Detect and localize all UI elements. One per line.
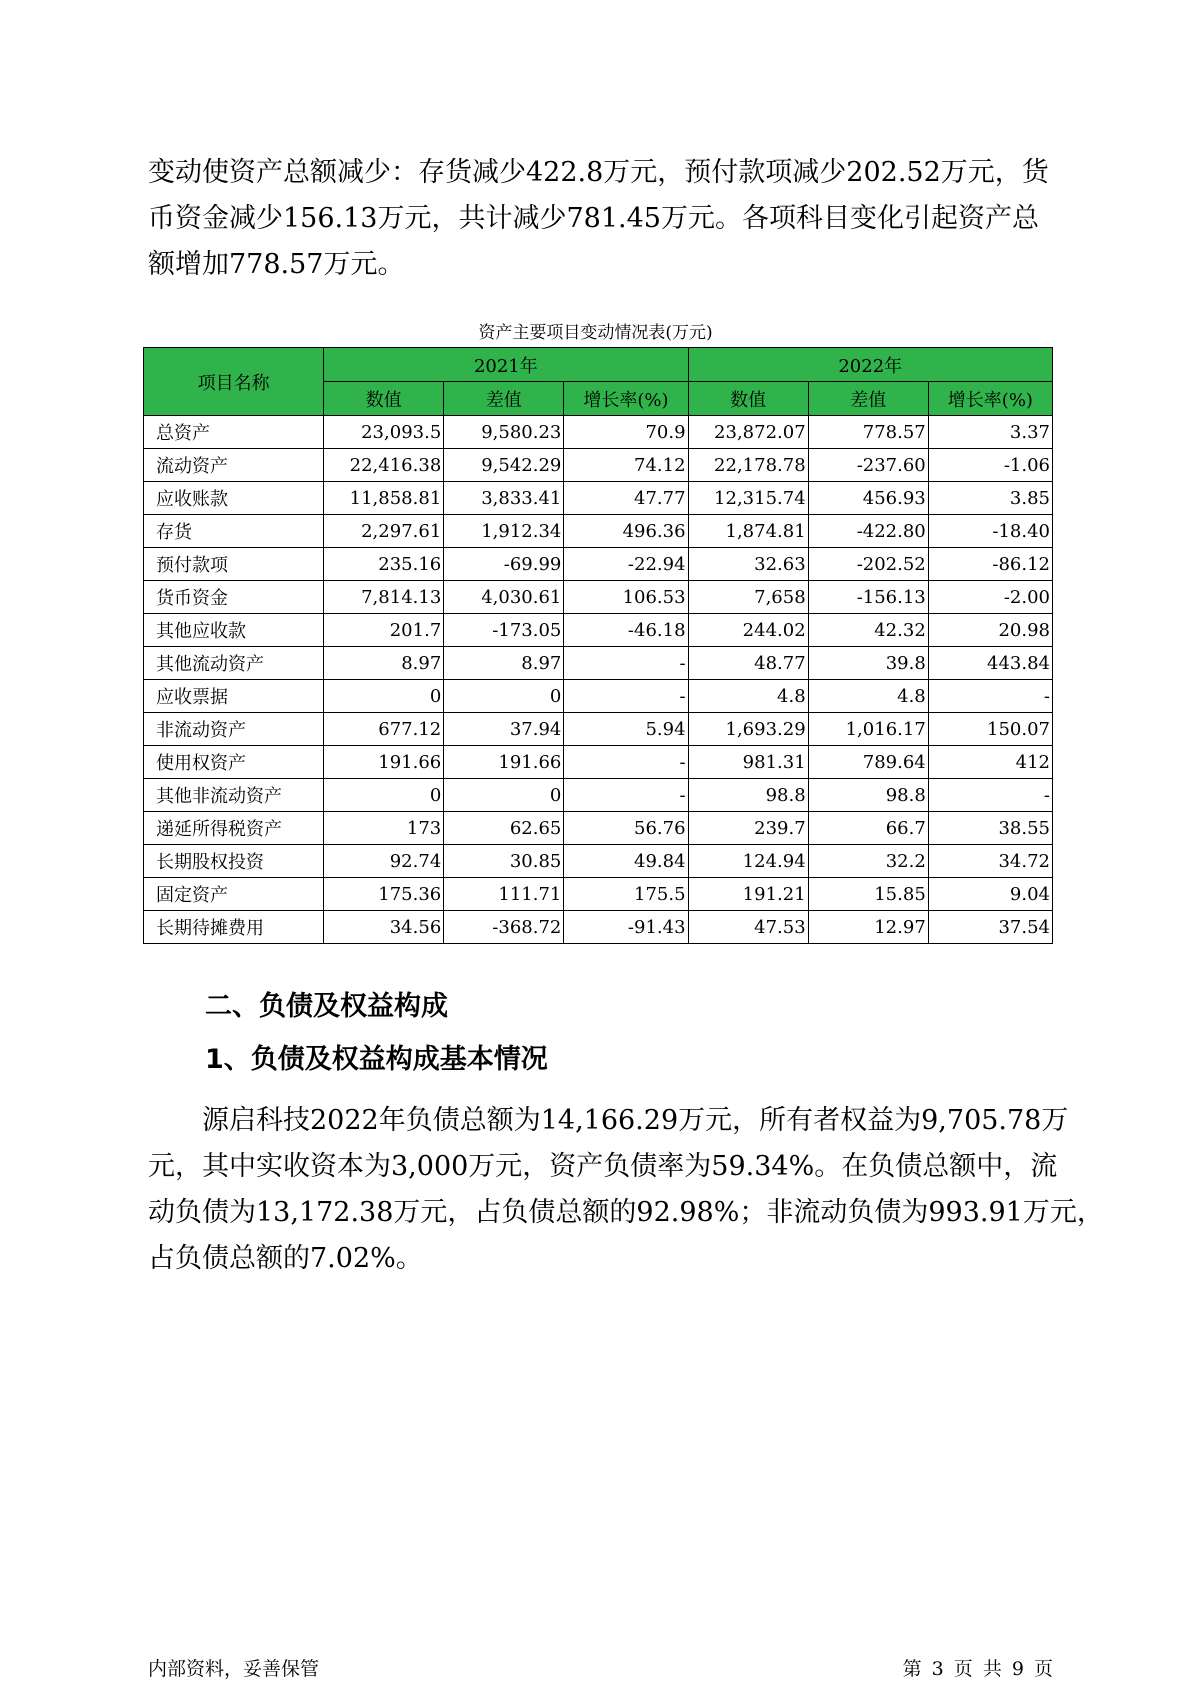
row-label: 存货 [144, 515, 324, 548]
cell-value: - [928, 680, 1052, 713]
intro-line: 额增加778.57万元。 [148, 249, 405, 280]
cell-value: -22.94 [564, 548, 688, 581]
cell-value: -368.72 [444, 911, 564, 944]
cell-value: 3.85 [928, 482, 1052, 515]
cell-value: 34.72 [928, 845, 1052, 878]
cell-value: 1,693.29 [688, 713, 808, 746]
header-diff-2022: 差值 [808, 382, 928, 416]
cell-value: 8.97 [444, 647, 564, 680]
asset-changes-table [143, 347, 1053, 944]
row-label: 长期股权投资 [144, 845, 324, 878]
cell-value: - [564, 779, 688, 812]
cell-value: 124.94 [688, 845, 808, 878]
cell-value: 1,874.81 [688, 515, 808, 548]
row-label: 递延所得税资产 [144, 812, 324, 845]
subsection-heading: 1、负债及权益构成基本情况 [205, 1044, 548, 1075]
header-item-name: 项目名称 [144, 348, 324, 416]
table-row [144, 680, 1053, 713]
cell-value: 12.97 [808, 911, 928, 944]
cell-value: - [928, 779, 1052, 812]
table-row [144, 614, 1053, 647]
cell-value: 0 [444, 680, 564, 713]
cell-value: 66.7 [808, 812, 928, 845]
cell-value: 4.8 [808, 680, 928, 713]
cell-value: 191.21 [688, 878, 808, 911]
cell-value: 1,912.34 [444, 515, 564, 548]
cell-value: 9.04 [928, 878, 1052, 911]
cell-value: -18.40 [928, 515, 1052, 548]
cell-value: 42.32 [808, 614, 928, 647]
cell-value: -156.13 [808, 581, 928, 614]
cell-value: -422.80 [808, 515, 928, 548]
cell-value: 32.2 [808, 845, 928, 878]
cell-value: 239.7 [688, 812, 808, 845]
body-line: 元，其中实收资本为3,000万元，资产负债率为59.34%。在负债总额中，流 [148, 1151, 1058, 1182]
cell-value: 4.8 [688, 680, 808, 713]
cell-value: -173.05 [444, 614, 564, 647]
cell-value: -237.60 [808, 449, 928, 482]
cell-value: 38.55 [928, 812, 1052, 845]
cell-value: 789.64 [808, 746, 928, 779]
cell-value: 32.63 [688, 548, 808, 581]
intro-line: 币资金减少156.13万元，共计减少781.45万元。各项科目变化引起资产总 [148, 203, 1039, 234]
cell-value: 9,580.23 [444, 416, 564, 449]
table-row [144, 878, 1053, 911]
cell-value: 175.5 [564, 878, 688, 911]
cell-value: 23,872.07 [688, 416, 808, 449]
cell-value: -46.18 [564, 614, 688, 647]
row-label: 预付款项 [144, 548, 324, 581]
cell-value: 244.02 [688, 614, 808, 647]
cell-value: 4,030.61 [444, 581, 564, 614]
row-label: 其他非流动资产 [144, 779, 324, 812]
cell-value: 191.66 [444, 746, 564, 779]
cell-value: 412 [928, 746, 1052, 779]
cell-value: 37.54 [928, 911, 1052, 944]
intro-paragraph [148, 150, 1048, 288]
row-label: 固定资产 [144, 878, 324, 911]
cell-value: 22,416.38 [324, 449, 444, 482]
cell-value: 3,833.41 [444, 482, 564, 515]
cell-value: 111.71 [444, 878, 564, 911]
footer-page-number: 第 3 页 共 9 页 [902, 1658, 1053, 1680]
cell-value: 47.53 [688, 911, 808, 944]
footer-confidential-note: 内部资料，妥善保管 [148, 1658, 320, 1680]
cell-value: 150.07 [928, 713, 1052, 746]
cell-value: 0 [324, 680, 444, 713]
cell-value: 34.56 [324, 911, 444, 944]
cell-value: 7,814.13 [324, 581, 444, 614]
cell-value: 11,858.81 [324, 482, 444, 515]
cell-value: - [564, 680, 688, 713]
table-row [144, 812, 1053, 845]
cell-value: 981.31 [688, 746, 808, 779]
cell-value: 191.66 [324, 746, 444, 779]
cell-value: 456.93 [808, 482, 928, 515]
row-label: 使用权资产 [144, 746, 324, 779]
row-label: 非流动资产 [144, 713, 324, 746]
header-growth-2021: 增长率(%) [564, 382, 688, 416]
row-label: 流动资产 [144, 449, 324, 482]
cell-value: 443.84 [928, 647, 1052, 680]
cell-value: 48.77 [688, 647, 808, 680]
cell-value: 39.8 [808, 647, 928, 680]
cell-value: - [564, 746, 688, 779]
row-label: 应收票据 [144, 680, 324, 713]
cell-value: 8.97 [324, 647, 444, 680]
row-label: 其他应收款 [144, 614, 324, 647]
table-row [144, 911, 1053, 944]
table-row [144, 581, 1053, 614]
cell-value: 23,093.5 [324, 416, 444, 449]
header-year-2022: 2022年 [688, 348, 1052, 382]
cell-value: 3.37 [928, 416, 1052, 449]
header-growth-2022: 增长率(%) [928, 382, 1052, 416]
cell-value: 20.98 [928, 614, 1052, 647]
cell-value: 175.36 [324, 878, 444, 911]
section-heading: 二、负债及权益构成 [205, 991, 448, 1022]
cell-value: 235.16 [324, 548, 444, 581]
cell-value: 15.85 [808, 878, 928, 911]
table-row [144, 746, 1053, 779]
cell-value: -202.52 [808, 548, 928, 581]
table-row [144, 515, 1053, 548]
table-body [144, 416, 1053, 944]
cell-value: 37.94 [444, 713, 564, 746]
cell-value: -1.06 [928, 449, 1052, 482]
header-year-2021: 2021年 [324, 348, 688, 382]
cell-value: 70.9 [564, 416, 688, 449]
table-row [144, 416, 1053, 449]
cell-value: 1,016.17 [808, 713, 928, 746]
row-label: 长期待摊费用 [144, 911, 324, 944]
body-paragraph [148, 1098, 1104, 1282]
row-label: 其他流动资产 [144, 647, 324, 680]
cell-value: 677.12 [324, 713, 444, 746]
cell-value: -86.12 [928, 548, 1052, 581]
cell-value: 74.12 [564, 449, 688, 482]
table-row [144, 713, 1053, 746]
row-label: 应收账款 [144, 482, 324, 515]
cell-value: 201.7 [324, 614, 444, 647]
cell-value: -69.99 [444, 548, 564, 581]
cell-value: 98.8 [688, 779, 808, 812]
cell-value: 173 [324, 812, 444, 845]
cell-value: 12,315.74 [688, 482, 808, 515]
cell-value: 0 [324, 779, 444, 812]
cell-value: 22,178.78 [688, 449, 808, 482]
body-line: 动负债为13,172.38万元，占负债总额的92.98%；非流动负债为993.91万元， [148, 1197, 1104, 1228]
cell-value: 0 [444, 779, 564, 812]
cell-value: -2.00 [928, 581, 1052, 614]
cell-value: 9,542.29 [444, 449, 564, 482]
cell-value: 47.77 [564, 482, 688, 515]
cell-value: 7,658 [688, 581, 808, 614]
cell-value: 778.57 [808, 416, 928, 449]
table-caption: 资产主要项目变动情况表(万元) [478, 323, 713, 343]
table-row [144, 482, 1053, 515]
header-diff-2021: 差值 [444, 382, 564, 416]
cell-value: 106.53 [564, 581, 688, 614]
cell-value: 496.36 [564, 515, 688, 548]
table-row [144, 548, 1053, 581]
body-line: 占负债总额的7.02%。 [148, 1243, 423, 1274]
row-label: 总资产 [144, 416, 324, 449]
cell-value: 49.84 [564, 845, 688, 878]
header-value-2021: 数值 [324, 382, 444, 416]
cell-value: 92.74 [324, 845, 444, 878]
cell-value: 2,297.61 [324, 515, 444, 548]
cell-value: 30.85 [444, 845, 564, 878]
table-row [144, 449, 1053, 482]
table-row [144, 779, 1053, 812]
table-row [144, 647, 1053, 680]
cell-value: - [564, 647, 688, 680]
cell-value: 98.8 [808, 779, 928, 812]
row-label: 货币资金 [144, 581, 324, 614]
header-value-2022: 数值 [688, 382, 808, 416]
body-line: 源启科技2022年负债总额为14,166.29万元，所有者权益为9,705.78万 [202, 1105, 1069, 1136]
cell-value: 56.76 [564, 812, 688, 845]
cell-value: 5.94 [564, 713, 688, 746]
cell-value: -91.43 [564, 911, 688, 944]
cell-value: 62.65 [444, 812, 564, 845]
table-row [144, 845, 1053, 878]
intro-line: 变动使资产总额减少：存货减少422.8万元，预付款项减少202.52万元，货 [148, 157, 1049, 188]
